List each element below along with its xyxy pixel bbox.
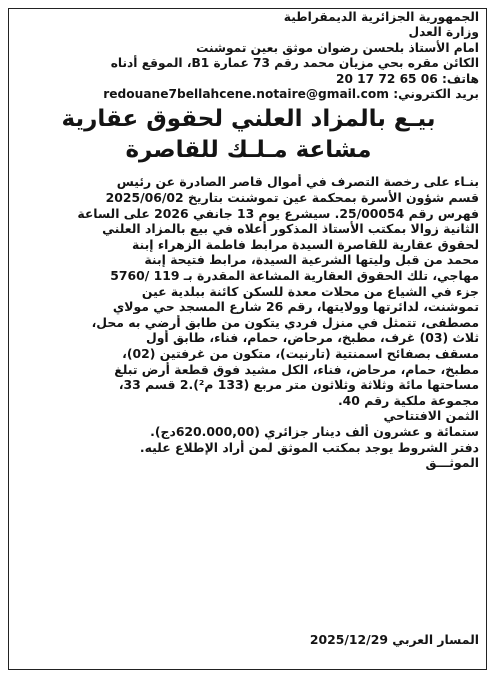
publication-date: 2025/12/29 bbox=[309, 632, 388, 647]
address-line: الكائن مقره بحي مزيان محمد رقم 73 عمارة B1، الموقع أدناه bbox=[110, 56, 479, 71]
body-line: ثلاث (03) غرف، مطبخ، مرحاض، حمام، فناء، طابق أول bbox=[145, 330, 479, 346]
newspaper-name: المسار العربي bbox=[392, 632, 479, 647]
opening-price-value: ستمائة و عشرون ألف دينار جزائري (620.000,00دج). bbox=[150, 423, 479, 439]
republic-line: الجمهورية الجزائرية الديمقراطية bbox=[283, 10, 479, 24]
body-line: فهرس رقم 25/00054. سيشرع يوم 13 جانفي 2026 على الساعة bbox=[77, 205, 479, 221]
phone-label: هاتف: bbox=[442, 71, 479, 86]
conditions-line: دفتر الشروط يوجد بمكتب الموثق لمن أراد الإطلاع عليه. bbox=[139, 439, 479, 455]
ministry-line: وزارة العدل bbox=[408, 25, 479, 40]
notary-signature: الموثـــق bbox=[425, 455, 479, 471]
legal-notice bbox=[18, 10, 479, 670]
notary-line: امام الأستاذ بلحسن رضوان موثق بعين تموشنت bbox=[196, 40, 479, 55]
opening-price-label: الثمن الافتتاحي bbox=[383, 408, 479, 424]
phone-number: 20 17 72 65 06 bbox=[335, 71, 438, 86]
body-line: محمد من قبل وليتها الشرعية السيدة، مرابط فتيحة إبنة bbox=[144, 252, 479, 268]
body-line: مسقف بصفائح اسمنتية (تارنيت)، متكون من غرفتين (02)، bbox=[122, 345, 479, 361]
publication-footer bbox=[18, 632, 479, 648]
notice-body bbox=[18, 174, 479, 470]
body-line: الثانية زوالا بمكتب الأستاذ المذكور أعلاه في بيع بالمزاد العلني bbox=[102, 221, 479, 237]
body-line: لحقوق عقارية للقاصرة السيدة مرابط فاطمة الزهراء إبنة bbox=[132, 236, 479, 252]
body-line: بنـاء على رخصة التصرف في أموال قاصر الصادرة عن رئيس bbox=[116, 174, 479, 190]
body-line: مصطفى، تتمثل في منزل فردي يتكون من طابق أرضي به محل، bbox=[91, 314, 479, 330]
body-line: جزء في الشياع من محلات معدة للسكن كائنة ببلدية عين bbox=[141, 283, 479, 299]
email-address: redouane7bellahcene.notaire@gmail.com bbox=[103, 87, 389, 102]
body-line: مطبخ، حمام، مرحاض، فناء، الكل مشيد فوق قطعة أرض تبلغ bbox=[114, 361, 479, 377]
notice-title-line2: مشاعة مـلـك للقاصرة bbox=[125, 137, 372, 164]
phone-line bbox=[18, 72, 479, 87]
body-line: مجموعة ملكية رقم 40. bbox=[337, 392, 479, 408]
email-line bbox=[18, 87, 479, 102]
body-line: مهاجي، تلك الحقوق العقارية المشاعة المقدرة بـ 119 /5760 bbox=[110, 268, 479, 283]
body-line: تموشنت، لدائرتها وولايتها، رقم 26 شارع المسجد حي مولاي bbox=[112, 299, 479, 315]
body-line: قسم شؤون الأسرة بمحكمة عين تموشنت بتاريخ 2025/06/02 bbox=[105, 190, 479, 206]
email-label: بريد الكتروني: bbox=[393, 87, 479, 102]
notice-title-line1: بيـع بالمزاد العلني لحقوق عقارية bbox=[61, 106, 436, 133]
body-line: مساحتها مائة وثلاثة وثلاثون متر مربع (133 م²).2 قسم 33، bbox=[118, 377, 479, 393]
